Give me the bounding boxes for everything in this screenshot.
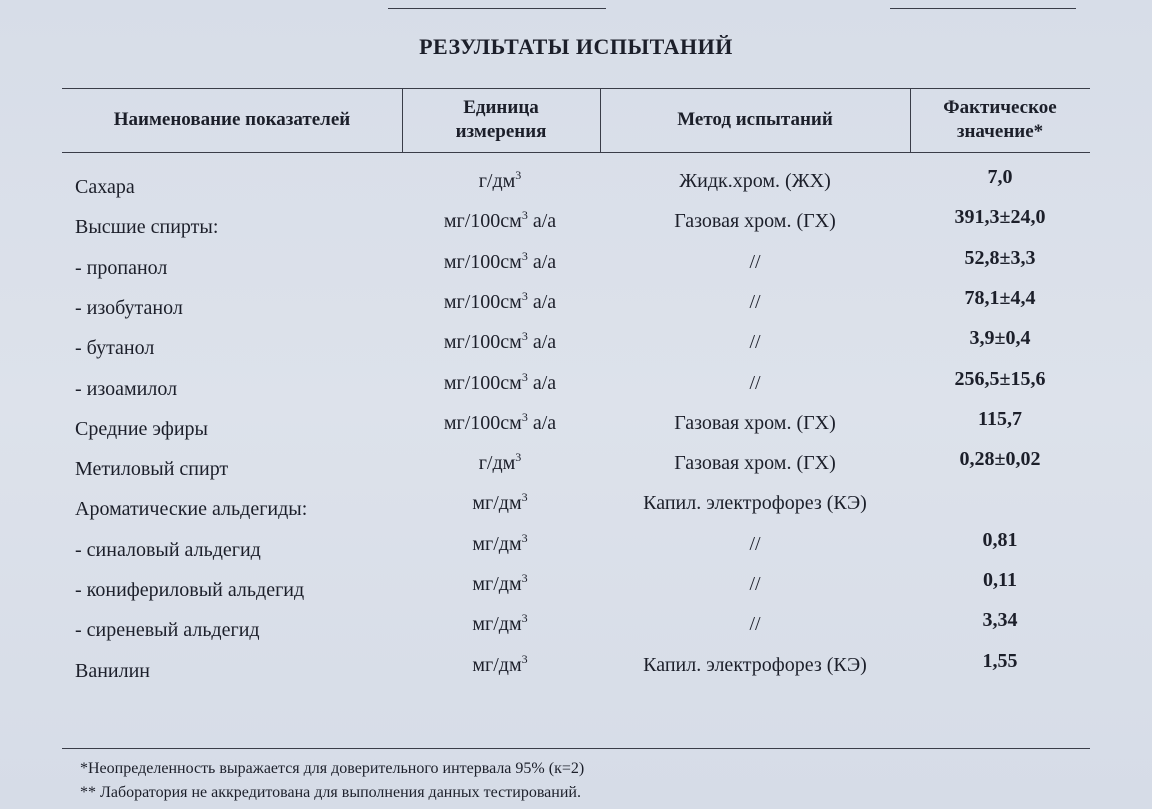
table-row bbox=[0, 368, 1152, 408]
page-title: РЕЗУЛЬТАТЫ ИСПЫТАНИЙ bbox=[419, 34, 733, 59]
table-row bbox=[0, 247, 1152, 287]
top-rule-right bbox=[890, 8, 1076, 9]
row-unit bbox=[400, 291, 600, 314]
row-value: 3,34 bbox=[982, 609, 1018, 631]
unit-base: мг/дм bbox=[472, 573, 522, 595]
unit-exponent: 3 bbox=[521, 289, 528, 303]
row-name: - бутанол bbox=[75, 337, 155, 359]
unit-base: мг/100см bbox=[443, 331, 522, 353]
row-method: Капил. электрофорез (КЭ) bbox=[643, 654, 867, 676]
header-method: Метод испытаний bbox=[677, 109, 833, 130]
row-value: 3,9±0,4 bbox=[969, 327, 1031, 349]
row-method: // bbox=[749, 573, 761, 595]
unit-exponent: 3 bbox=[521, 490, 528, 504]
unit-exponent: 3 bbox=[521, 571, 528, 585]
unit-exponent: 3 bbox=[515, 450, 522, 464]
unit-suffix: а/а bbox=[527, 251, 557, 273]
row-method: Капил. электрофорез (КЭ) bbox=[643, 492, 867, 514]
row-name: - изоамилол bbox=[75, 378, 178, 400]
unit-suffix: а/а bbox=[527, 372, 557, 394]
table-row bbox=[0, 569, 1152, 609]
unit-exponent: 3 bbox=[515, 168, 522, 182]
unit-suffix: а/а bbox=[527, 412, 557, 434]
row-name: - изобутанол bbox=[75, 297, 183, 319]
header-unit-line1: Единица bbox=[463, 97, 539, 118]
row-name: - пропанол bbox=[75, 257, 168, 279]
unit-base: мг/дм bbox=[472, 533, 522, 555]
row-value: 0,81 bbox=[982, 529, 1018, 551]
row-value: 256,5±15,6 bbox=[954, 368, 1046, 390]
table-row bbox=[0, 609, 1152, 649]
unit-base: мг/100см bbox=[443, 291, 522, 313]
unit-base: мг/100см bbox=[443, 372, 522, 394]
row-unit bbox=[400, 170, 600, 193]
row-value: 0,28±0,02 bbox=[959, 448, 1041, 470]
unit-base: мг/100см bbox=[443, 210, 522, 232]
footnote-accreditation: ** Лаборатория не аккредитована для выполнения данных тестирований. bbox=[80, 784, 581, 801]
unit-exponent: 3 bbox=[521, 370, 528, 384]
row-method: Жидк.хром. (ЖХ) bbox=[679, 170, 831, 192]
row-method: // bbox=[749, 533, 761, 555]
row-unit bbox=[400, 251, 600, 274]
row-name: Средние эфиры bbox=[75, 418, 208, 440]
row-name: - синаловый альдегид bbox=[75, 539, 261, 561]
unit-exponent: 3 bbox=[521, 611, 528, 625]
table-header-rule bbox=[62, 152, 1090, 153]
unit-exponent: 3 bbox=[521, 329, 528, 343]
row-unit bbox=[400, 372, 600, 395]
row-method: Газовая хром. (ГХ) bbox=[674, 452, 836, 474]
row-name: - сиреневый альдегид bbox=[75, 619, 260, 641]
row-name: Метиловый спирт bbox=[75, 458, 229, 480]
row-unit bbox=[400, 613, 600, 636]
table-row bbox=[0, 529, 1152, 569]
unit-suffix: а/а bbox=[527, 331, 557, 353]
row-method: // bbox=[749, 613, 761, 635]
row-method: Газовая хром. (ГХ) bbox=[674, 412, 836, 434]
header-value-line2: значение* bbox=[956, 121, 1044, 142]
row-value: 115,7 bbox=[978, 408, 1022, 430]
row-value: 7,0 bbox=[987, 166, 1013, 188]
unit-suffix: а/а bbox=[527, 210, 557, 232]
unit-exponent: 3 bbox=[521, 652, 528, 666]
row-method: Газовая хром. (ГХ) bbox=[674, 210, 836, 232]
table-row bbox=[0, 206, 1152, 246]
unit-base: мг/100см bbox=[443, 412, 522, 434]
table-row bbox=[0, 650, 1152, 690]
row-method: // bbox=[749, 331, 761, 353]
row-value: 52,8±3,3 bbox=[964, 247, 1036, 269]
row-name: Ванилин bbox=[75, 660, 151, 682]
table-row bbox=[0, 287, 1152, 327]
row-unit bbox=[400, 331, 600, 354]
footnote-uncertainty: *Неопределенность выражается для доверительного интервала 95% (к=2) bbox=[80, 760, 585, 777]
header-value-line1: Фактическое bbox=[943, 97, 1057, 118]
row-unit bbox=[400, 452, 600, 475]
unit-exponent: 3 bbox=[521, 208, 528, 222]
footnote-rule bbox=[62, 748, 1090, 749]
row-value: 391,3±24,0 bbox=[954, 206, 1046, 228]
unit-base: г/дм bbox=[478, 452, 516, 474]
unit-base: г/дм bbox=[478, 170, 516, 192]
row-value: 78,1±4,4 bbox=[964, 287, 1036, 309]
unit-base: мг/дм bbox=[472, 654, 522, 676]
unit-exponent: 3 bbox=[521, 410, 528, 424]
row-name: - конифериловый альдегид bbox=[75, 579, 305, 601]
table-row bbox=[0, 448, 1152, 488]
row-method: // bbox=[749, 251, 761, 273]
row-name: Сахара bbox=[75, 176, 135, 198]
table-row bbox=[0, 488, 1152, 528]
header-value bbox=[910, 88, 1090, 152]
row-name: Высшие спирты: bbox=[75, 216, 219, 238]
row-value: 1,55 bbox=[982, 650, 1018, 672]
top-rule-left bbox=[388, 8, 606, 9]
table-row bbox=[0, 408, 1152, 448]
table-row bbox=[0, 166, 1152, 206]
row-method: // bbox=[749, 372, 761, 394]
unit-suffix: а/а bbox=[527, 291, 557, 313]
row-unit bbox=[400, 210, 600, 233]
row-name: Ароматические альдегиды: bbox=[75, 498, 308, 520]
unit-base: мг/дм bbox=[472, 613, 522, 635]
row-unit bbox=[400, 533, 600, 556]
unit-base: мг/100см bbox=[443, 251, 522, 273]
row-unit bbox=[400, 573, 600, 596]
unit-exponent: 3 bbox=[521, 531, 528, 545]
table-row bbox=[0, 327, 1152, 367]
row-unit bbox=[400, 654, 600, 677]
unit-base: мг/дм bbox=[472, 492, 522, 514]
header-name: Наименование показателей bbox=[113, 109, 351, 130]
row-unit bbox=[400, 412, 600, 435]
header-unit bbox=[402, 88, 600, 152]
row-value: 0,11 bbox=[983, 569, 1017, 591]
row-method: // bbox=[749, 291, 761, 313]
row-unit bbox=[400, 492, 600, 515]
header-unit-line2: измерения bbox=[455, 121, 547, 142]
unit-exponent: 3 bbox=[521, 249, 528, 263]
